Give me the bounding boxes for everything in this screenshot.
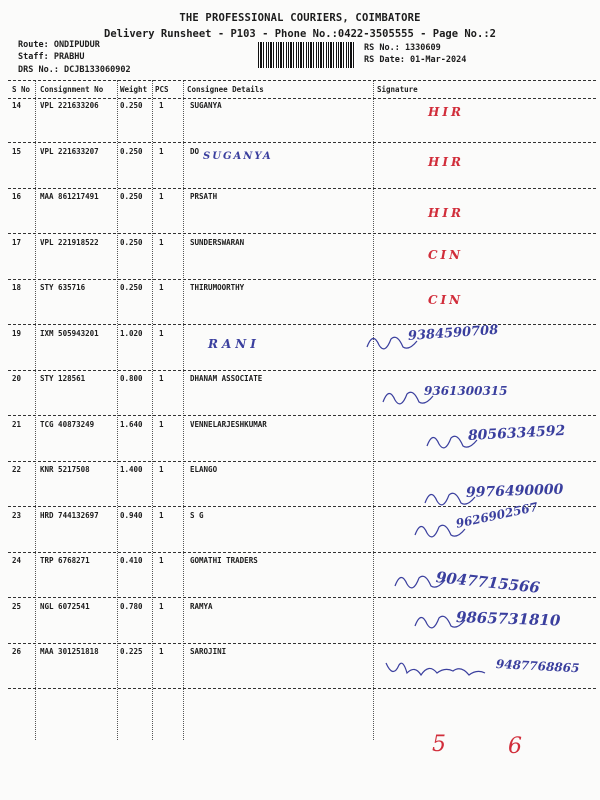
cell-pcs: 1 [159,374,164,383]
col-consignment: Consignment No [40,85,104,94]
col-weight: Weight [120,85,148,94]
cell-weight: 0.410 [120,556,143,565]
cell-weight: 1.400 [120,465,143,474]
cell-pcs: 1 [159,601,164,611]
cell-weight: 0.225 [120,647,143,656]
cell-sno: 15 [12,146,22,156]
cell-pcs: 1 [159,419,164,429]
cell-sno: 21 [12,419,22,429]
cell-pcs: 1 [159,192,164,201]
col-pcs: PCS [155,85,169,94]
table-row [8,643,596,689]
cell-sno: 22 [12,465,22,474]
handwritten-phone: 9865731810 [455,607,561,630]
signature-mark: HIR [428,105,464,119]
handwritten-phone: 9047715566 [435,568,541,597]
cell-cons: TRP 6768271 [40,556,90,565]
cell-pcs: 1 [159,556,164,565]
col-details: Consignee Details [187,85,264,94]
table-row [8,416,596,462]
cell-weight: 0.800 [120,374,143,383]
cell-cons: MAA 861217491 [40,192,99,201]
cell-pcs: 1 [159,510,164,520]
cell-sno: 20 [12,374,22,383]
cell-details: VENNELARJESHKUMAR [190,419,267,429]
cell-weight: 0.250 [120,237,143,247]
table-row [8,279,596,325]
cell-weight: 0.250 [120,101,143,110]
cell-pcs: 1 [159,328,164,338]
cell-pcs: 1 [159,283,164,292]
cell-sno: 19 [12,328,22,338]
cell-details: RAMYA [190,601,213,611]
cell-pcs: 1 [159,101,164,110]
cell-details: ELANGO [190,465,218,474]
signature-mark: HIR [428,154,464,169]
cell-sno: 18 [12,283,22,292]
cell-sno: 14 [12,101,22,110]
signature-scribble [381,655,491,685]
route-label: Route: ONDIPUDUR [18,40,100,50]
cell-details: SAROJINI [190,647,227,656]
handwritten-phone: 9626902567 [454,499,540,531]
cell-cons: KNR 5217508 [40,465,90,474]
runsheet-subtitle: Delivery Runsheet - P103 - Phone No.:0422-3505555 - Page No.:2 [104,28,496,40]
table-row [8,234,596,280]
cell-cons: VPL 221633207 [40,146,99,156]
cell-pcs: 1 [159,647,164,656]
handwritten-phone: 9361300315 [424,384,508,398]
runsheet-table [8,80,596,792]
cell-sno: 25 [12,601,22,611]
footer-mark-5: 5 [432,732,446,757]
cell-weight: 0.250 [120,192,143,201]
cell-sno: 26 [12,647,22,656]
cell-details: SUNDERSWARAN [190,237,245,247]
cell-sno: 16 [12,192,22,201]
handwritten-phone: 9487768865 [495,657,580,676]
barcode-image [258,42,356,68]
footer-mark-6: 6 [508,734,522,759]
cell-details: THIRUMOORTHY [190,283,245,292]
cell-details: SUGANYA [190,101,222,110]
cell-cons: MAA 301251818 [40,647,99,656]
cell-cons: VPL 221633206 [40,101,99,110]
table-row [8,370,596,416]
table-row [8,461,596,507]
table-row [8,322,596,371]
signature-mark: CIN [428,247,464,262]
staff-label: Staff: PRABHU [18,52,85,62]
cell-sno: 17 [12,237,22,247]
drs-number: DRS No.: DCJB133060902 [18,65,131,75]
cell-cons: STY 635716 [40,283,86,292]
cell-cons: NGL 6072541 [40,601,90,611]
cell-weight: 0.250 [120,283,143,292]
handwritten-phone: 8056334592 [467,422,566,444]
rs-date: RS Date: 01-Mar-2024 [364,55,467,65]
cell-cons: VPL 221918522 [40,237,99,247]
handwritten-consignee: SUGANYA [203,150,273,162]
cell-details: DO [190,146,200,156]
signature-mark: CIN [428,293,464,307]
table-row [8,552,596,598]
cell-weight: 1.020 [120,328,143,338]
cell-pcs: 1 [159,237,164,247]
cell-weight: 0.780 [120,601,143,611]
table-row [8,188,596,234]
company-title: THE PROFESSIONAL COURIERS, COIMBATORE [179,12,421,24]
table-row [8,97,596,143]
table-row [8,598,596,644]
cell-pcs: 1 [159,146,164,156]
cell-cons: STY 128561 [40,374,86,383]
cell-cons: TCG 40873249 [40,419,95,429]
table-row [8,499,596,553]
cell-sno: 24 [12,556,22,565]
cell-details: GOMATHI TRADERS [190,556,258,565]
cell-cons: HRD 744132697 [40,510,99,520]
handwritten-phone: 9976490000 [465,481,564,501]
cell-sno: 23 [12,510,22,520]
cell-weight: 0.940 [120,510,143,520]
handwritten-phone: 9384590708 [407,322,499,344]
signature-mark: HIR [428,206,464,220]
cell-weight: 0.250 [120,146,143,156]
table-row [8,143,596,189]
cell-details: S G [190,510,204,520]
cell-details: DHANAM ASSOCIATE [190,374,263,383]
cell-weight: 1.640 [120,419,143,429]
cell-cons: IXM 505943201 [40,328,99,338]
cell-pcs: 1 [159,465,164,474]
col-signature: Signature [377,85,418,94]
handwritten-consignee: RANI [208,336,260,351]
cell-details: PRSATH [190,192,218,201]
col-sno: S No [12,85,31,94]
rs-number: RS No.: 1330609 [364,43,441,53]
